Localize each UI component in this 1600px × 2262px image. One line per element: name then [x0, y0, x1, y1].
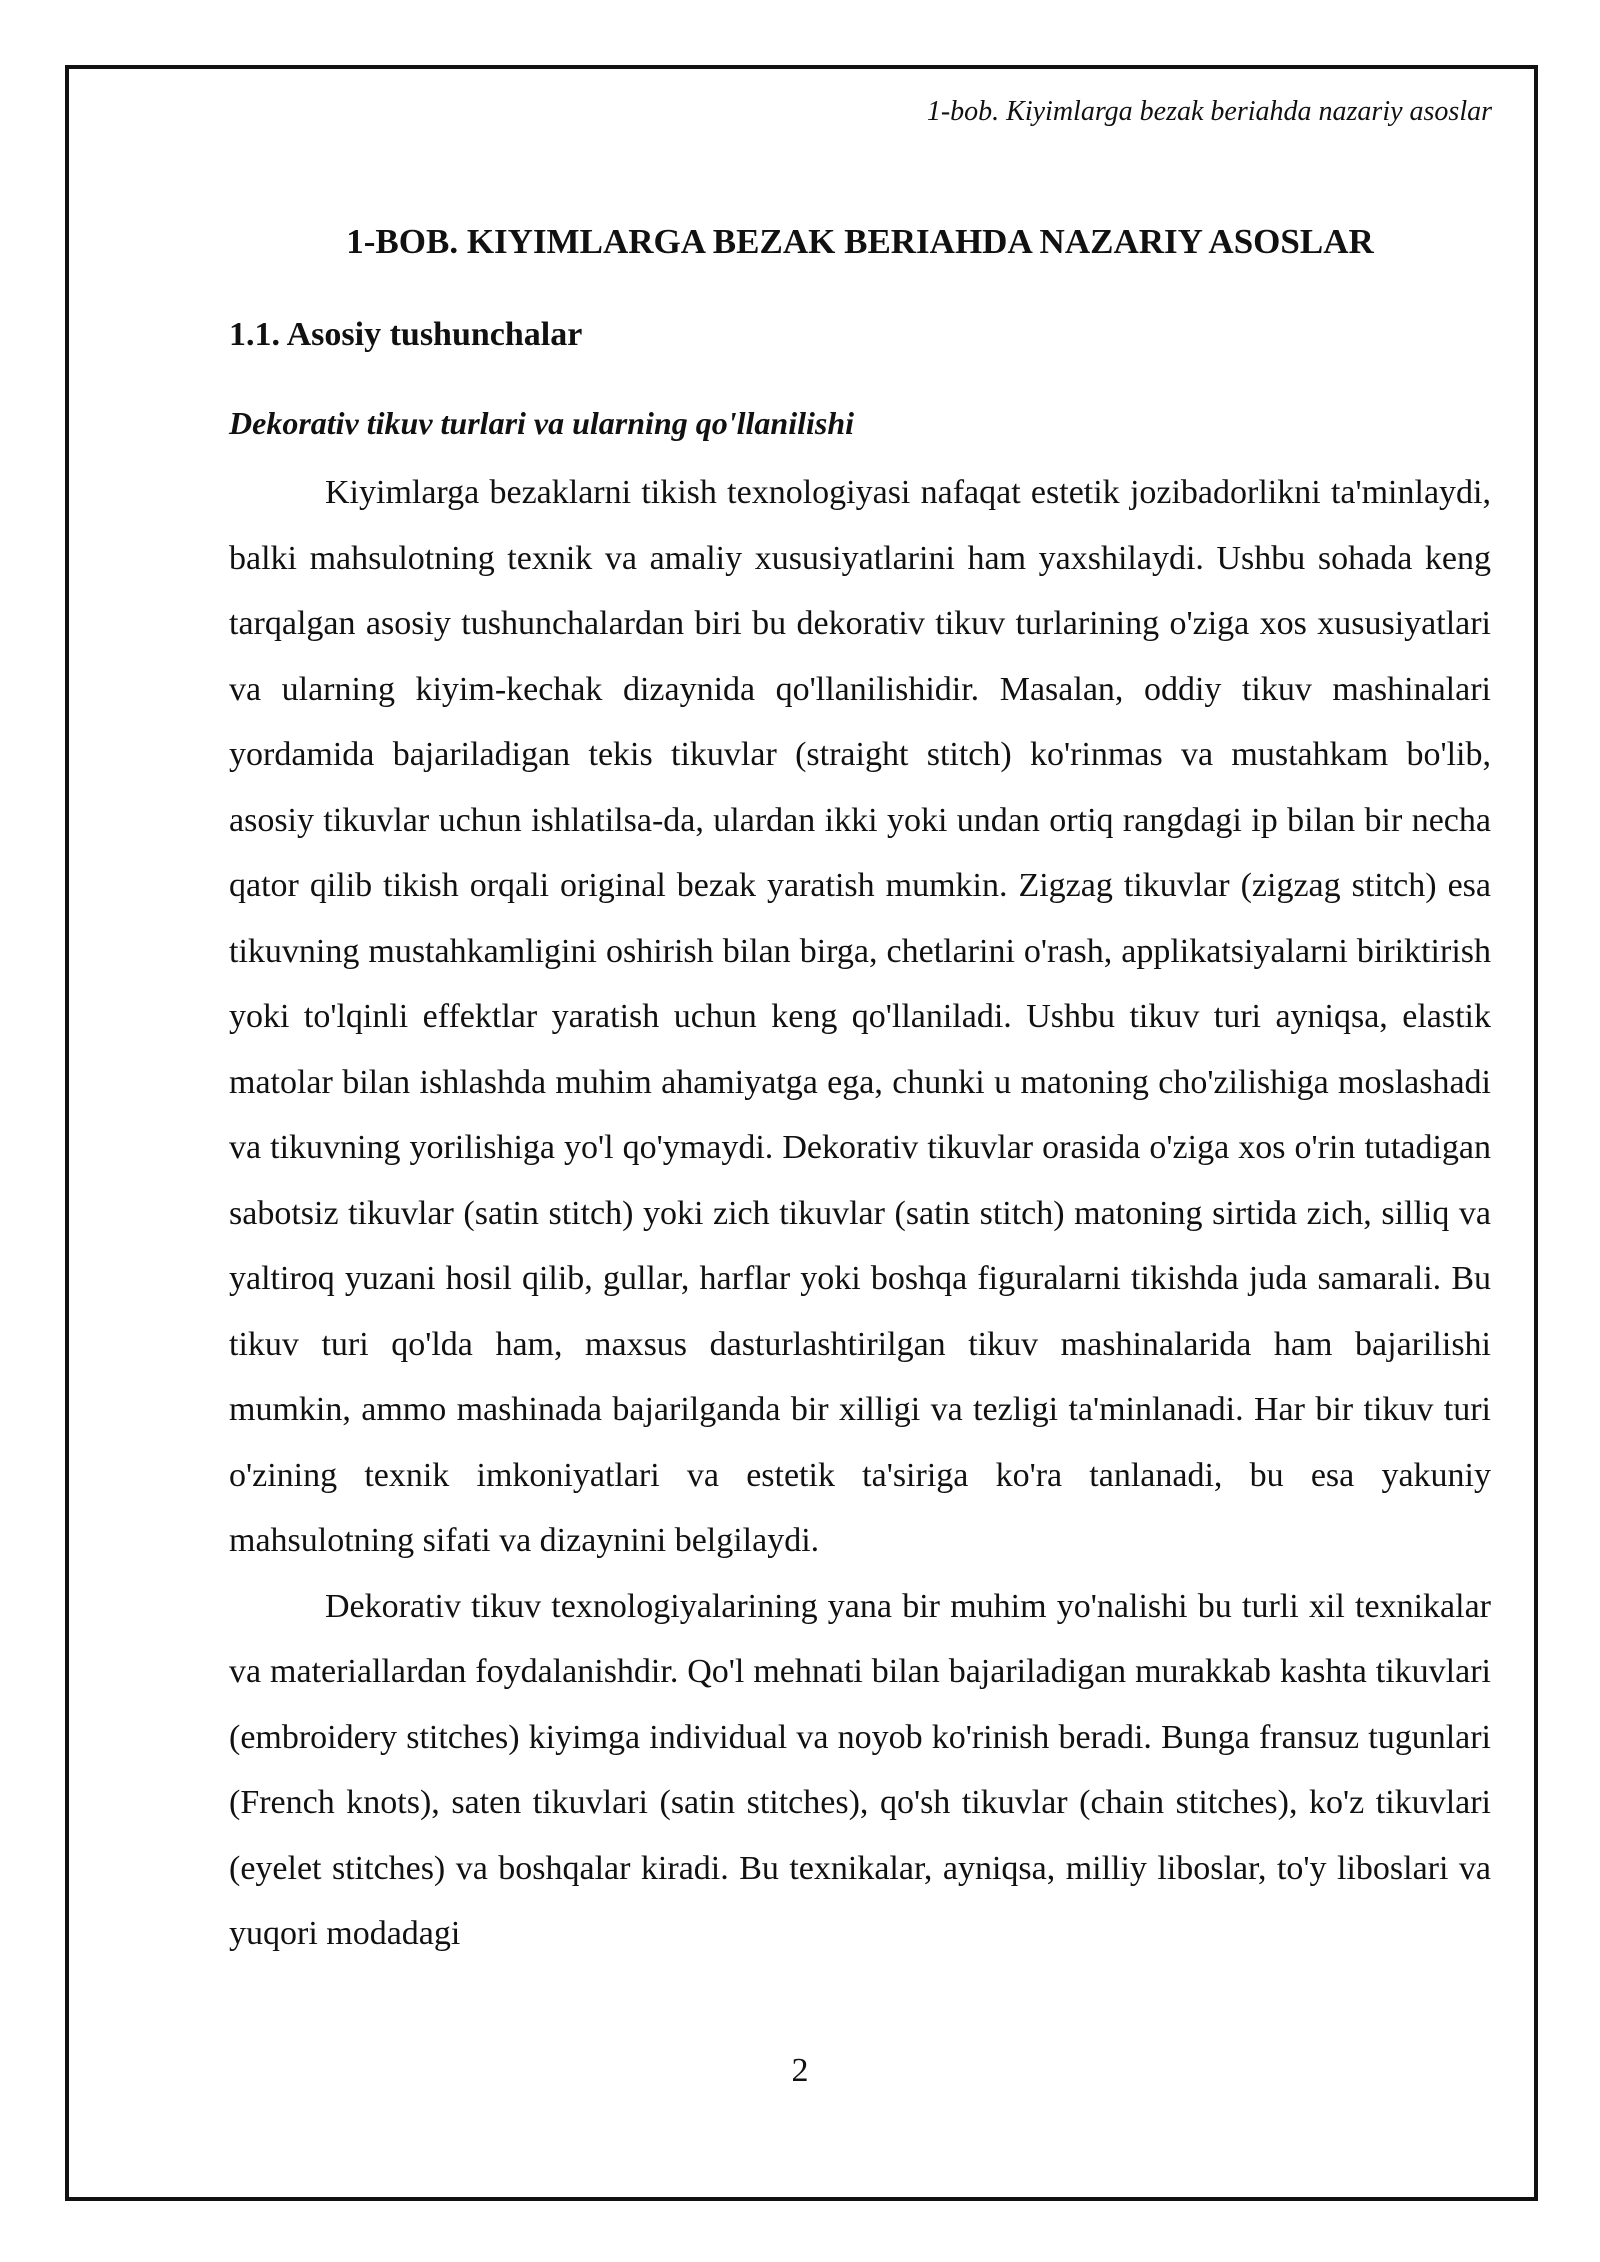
subsection-title: Dekorativ tikuv turlari va ularning qo'llanilishi: [229, 405, 855, 441]
body-paragraph: Kiyimlarga bezaklarni tikish texnologiyasi nafaqat estetik jozibadorlikni ta'minlaydi, balki mahsulotning texnik va amaliy xususiyatlarini ham yaxshilaydi. Ushbu sohada keng tarqalgan asosiy tushunchalardan biri bu dekorativ tikuv turlarining o'ziga xos xususiyatlari va ularning kiyim-kechak dizaynida qo'llanilishidir. Masalan, oddiy tikuv mashinalari yordamida bajariladigan tekis tikuvlar (straight stitch) ko'rinmas va mustahkam bo'lib, asosiy tikuvlar uchun ishlatilsa-da, ulardan ikki yoki undan ortiq rangdagi ip bilan bir necha qator qilib tikish orqali original bezak yaratish mumkin. Zigzag tikuvlar (zigzag stitch) esa tikuvning mustahkamligini oshirish bilan birga, chetlarini o'rash, applikatsiyalarni biriktirish yoki to'lqinli effektlar yaratish uchun keng qo'llaniladi. Ushbu tikuv turi ayniqsa, elastik matolar bilan ishlashda muhim ahamiyatga ega, chunki u matoning cho'zilishiga moslashadi va tikuvning yorilishiga yo'l qo'ymaydi. Dekorativ tikuvlar orasida o'ziga xos o'rin tutadigan sabotsiz tikuvlar (satin stitch) yoki zich tikuvlar (satin stitch) matoning sirtida zich, silliq va yaltiroq yuzani hosil qilib, gullar, harflar yoki boshqa figuralarni tikishda juda samarali. Bu tikuv turi qo'lda ham, maxsus dasturlashtirilgan tikuv mashinalarida ham bajarilishi mumkin, ammo mashinada bajarilganda bir xilligi va tezligi ta'minlanadi. Har bir tikuv turi o'zining texnik imkoniyatlari va estetik ta'siriga ko'ra tanlanadi, bu esa yakuniy mahsulotning sifati va dizaynini belgilaydi.: [229, 474, 1491, 1559]
chapter-title: 1-BOB. KIYIMLARGA BEZAK BERIAHDA NAZARIY ASOSLAR: [346, 222, 1374, 261]
page-body: [229, 212, 1491, 1967]
section-title: 1.1. Asosiy tushunchalar: [229, 316, 583, 353]
body-paragraph: Dekorativ tikuv texnologiyalarining yana bir muhim yo'nalishi bu turli xil texnikalar va materiallardan foydalanishdir. Qo'l mehnati bilan bajariladigan murakkab kashta tikuvlari (embroidery stitches) kiyimga individual va noyob ko'rinish beradi. Bunga fransuz tugunlari (French knots), saten tikuvlari (satin stitches), qo'sh tikuvlar (chain stitches), ko'z tikuvlari (eyelet stitches) va boshqalar kiradi. Bu texnikalar, ayniqsa, milliy liboslar, to'y liboslari va yuqori modadagi: [229, 1587, 1491, 1952]
running-header: 1-bob. Kiyimlarga bezak beriahda nazariy asoslar: [926, 96, 1492, 127]
page-number: 2: [791, 2052, 809, 2089]
